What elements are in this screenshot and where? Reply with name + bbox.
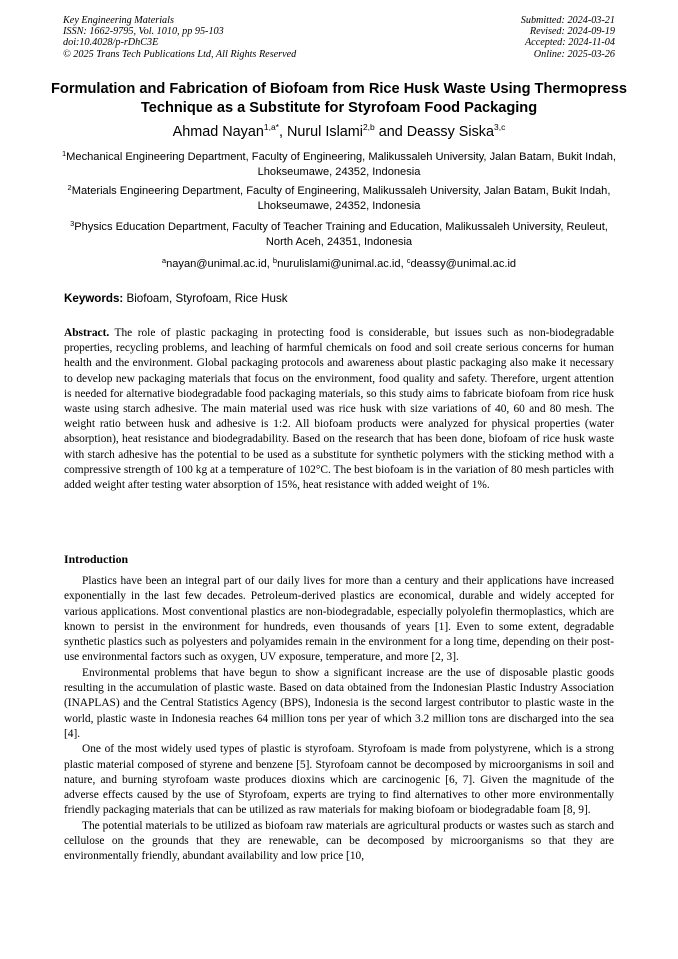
body-paragraph: Plastics have been an integral part of our daily lives for more than a century and their applications have increased exponentially in the last few decades. Petroleum-derived plastics are economical, durable and widely accepted for various applications. Most conventional plastics are non-biodegradable, especially polyolefin thermoplastics, which are known to persist in the environment for hundreds, even thousands of years [1]. Even to some extent, degradable synthetic plastics such as polyesters and polyamides remain in the environment for a long time, depending on their post-use environmental factors such as oxygen, UV exposure, temperature, and more [2, 3]. [64,575,614,664]
introduction-body [64,574,614,865]
author-list [40,123,638,141]
keywords-label: Keywords: [64,292,124,305]
author-affiliation-mark: 2,b [362,122,375,132]
keywords-section [64,291,614,306]
email-link[interactable]: nurulislami@unimal.ac.id, [277,258,407,270]
affiliation-mark: 2 [67,183,72,192]
author-name: Deassy Siska [406,124,494,140]
author-name: Nurul Islami [286,124,363,140]
affiliation-3 [60,220,618,250]
email-mark: a [161,256,167,265]
email-mark: c [406,256,411,265]
accepted-date: Accepted: 2024-11-04 [524,37,615,49]
author-affiliation-mark: 3,c [493,122,506,132]
online-date: Online: 2025-03-26 [533,48,615,60]
affiliation-mark: 3 [70,219,75,228]
author-separator: , [278,124,287,140]
abstract-text: The role of plastic packaging in protecting food is considerable, but issues such as non-biodegradable properties, recycling problems, and leaching of harmful chemicals on food and soil create serious concerns for human health and the environment. Global packaging protocols and awareness about plastic packaging also make it necessary to develop new packaging materials that focus on the environment, food quality and safety. Therefore, urgent attention is needed for alternative biodegradable food packaging materials, so this study aims to fabricate biofoam from rice husk waste using starch adhesive. The main material used was rice husk with size variations of 40, 60 and 80 mesh. The weight ratio between husk and adhesive is 1:2. All biofoam products were analyzed for physical properties (water absorption), heat resistance and biodegradability. Based on the research that has been done, biofoam of rice husk waste with starch adhesive has the potential to be used as a substitute for synthetic polymers with the sticking method with a compressive strength of 100 kg at a temperature of 102°C. The best biofoam is in the variation of 80 mesh particles with added weight after testing water absorption of 15%, heat resistance with added weight of 1%. [64,327,614,492]
abstract-label: Abstract. [64,327,110,339]
body-paragraph: Environmental problems that have begun to show a significant increase are the use of disposable plastic goods resulting in the accumulation of plastic waste. Based on data obtained from the Indonesian Plastic Industry Association (INAPLAS) and the Central Statistics Agency (BPS), Indonesia is the second largest contributor to plastic waste in the world, plastic waste in Indonesia reaches 64 million tons per year of which 3.2 million tons are discharged into the sea [4]. [64,666,614,740]
revised-date: Revised: 2024-09-19 [529,26,615,38]
submitted-date: Submitted: 2024-03-21 [520,15,615,26]
affiliation-text: Physics Education Department, Faculty of Teacher Training and Education, Malikussaleh University, Reuleut, North Aceh, 24351, Indonesia [74,221,608,249]
author-name: Ahmad Nayan [172,124,264,140]
author-emails [60,257,618,272]
email-mark: b [272,256,278,265]
body-paragraph: One of the most widely used types of plastic is styrofoam. Styrofoam is made from polystyrene, which is a strong plastic material composed of styrene and benzene [5]. Styrofoam cannot be decomposed by microorganisms in soil and nature, and burning styrofoam waste produces dioxins which are carcinogenic [6, 7]. Given the magnitude of the adverse effects caused by the use of Styrofoam, experts are trying to find alternatives to other more environmentally friendly packaging materials that can be utilized as raw materials for making biofoam or biodegradable foam [8, 9]. [64,743,614,817]
journal-info [63,15,296,60]
affiliation-text: Materials Engineering Department, Faculty of Engineering, Malikussaleh University, Jalan Batam, Bukit Indah, Lhokseumawe, 24352, Indonesia [71,185,611,213]
dates-info [521,15,615,60]
keywords-text: Biofoam, Styrofoam, Rice Husk [123,292,288,305]
copyright-line: © 2025 Trans Tech Publications Ltd, All Rights Reserved [63,48,297,60]
journal-name: Key Engineering Materials [63,15,174,26]
body-paragraph: The potential materials to be utilized as biofoam raw materials are agricultural products or wastes such as starch and cellulose on the grounds that they are renewable, can be decomposed by microorganisms so that they are environmentally friendly, abundant availability and low price [10, [64,819,614,863]
affiliation-mark: 1 [62,149,67,158]
author-separator: and [374,124,407,140]
issn-line: ISSN: 1662-9795, Vol. 1010, pp 95-103 [63,26,224,38]
doi-line: doi:10.4028/p-rDhC3E [63,37,159,49]
affiliation-text: Mechanical Engineering Department, Faculty of Engineering, Malikussaleh University, Jalan Batam, Bukit Indah, Lhokseumawe, 24352, Indonesia [66,151,616,179]
email-link[interactable]: nayan@unimal.ac.id, [166,258,273,270]
affiliation-2 [60,184,618,214]
email-link[interactable]: deassy@unimal.ac.id [410,258,517,270]
author-affiliation-mark: 1,a* [263,122,279,132]
paper-title: Formulation and Fabrication of Biofoam from Rice Husk Waste Using Thermopress Technique as a Substitute for Styrofoam Food Packaging [51,81,627,116]
abstract-section [64,326,614,493]
affiliation-1 [60,150,618,180]
introduction-heading: Introduction [64,552,129,566]
